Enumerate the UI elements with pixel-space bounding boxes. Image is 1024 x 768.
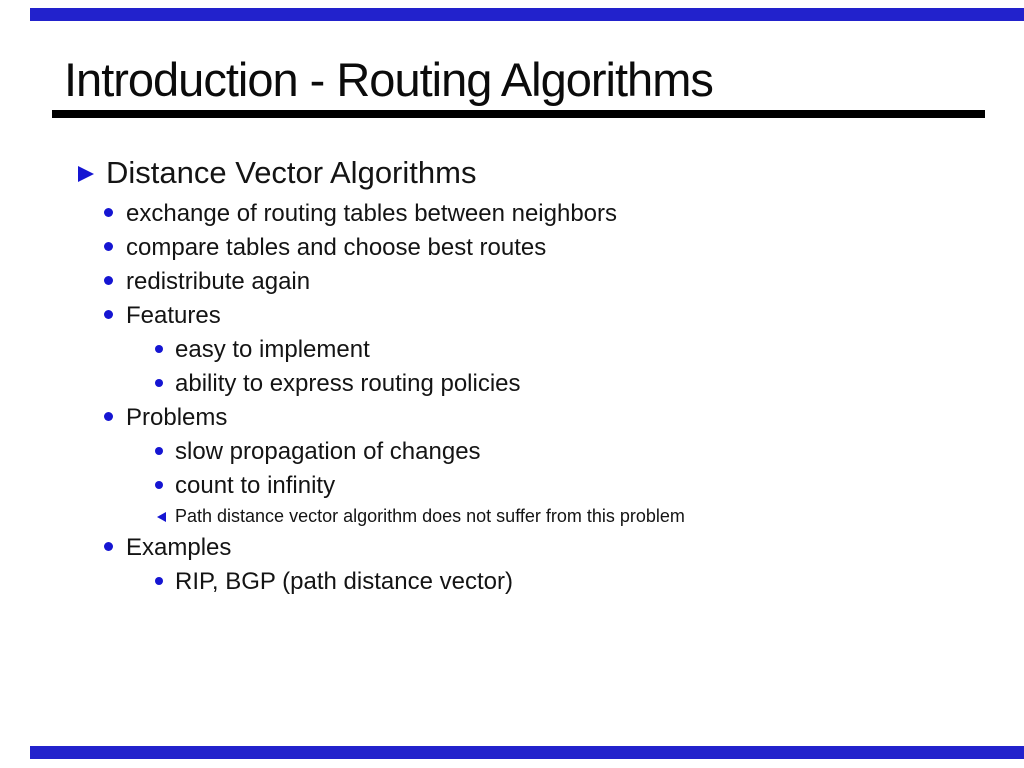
bullet-item-level2 [104,200,617,228]
bullet-item-level4 [157,506,685,527]
bullet-item-text: compare tables and choose best routes [126,234,547,261]
dot-bullet-icon [155,345,163,353]
bullet-item-level3 [155,336,370,364]
bullet-item-level2 [104,302,221,330]
bullet-item-level2 [104,404,227,432]
bullet-item-text: easy to implement [175,336,370,363]
dot-bullet-icon [104,310,113,319]
bullet-item-text: count to infinity [175,472,336,499]
title-underline [52,110,985,118]
bullet-item-text: Path distance vector algorithm does not suffer from this problem [175,506,685,526]
dot-bullet-icon [155,447,163,455]
slide-title: Introduction - Routing Algorithms [64,53,713,106]
bullet-item-level3 [155,568,513,596]
bullet-item-level2 [104,234,546,262]
bullet-item-text: slow propagation of changes [175,438,481,465]
bullet-item-level3 [155,472,335,500]
bullet-item-level1 [78,156,476,190]
bullet-item-level2 [104,268,310,296]
bullet-item-text: RIP, BGP (path distance vector) [175,568,513,595]
bullet-item-text: exchange of routing tables between neighbors [126,200,618,227]
bullet-item-text: Problems [126,404,228,431]
bullet-item-level3 [155,438,481,466]
bullet-item-level2 [104,534,231,562]
triangle-right-bullet-icon [78,166,94,182]
dot-bullet-icon [104,542,113,551]
bottom-accent-bar [30,746,1024,759]
dot-bullet-icon [104,242,113,251]
bullet-item-text: redistribute again [126,268,311,295]
dot-bullet-icon [104,276,113,285]
bullet-item-text: Features [126,302,221,329]
bullet-item-text: Distance Vector Algorithms [106,155,477,190]
dot-bullet-icon [104,208,113,217]
top-accent-bar [30,8,1024,21]
dot-bullet-icon [104,412,113,421]
bullet-item-text: Examples [126,534,232,561]
bullet-item-text: ability to express routing policies [175,370,521,397]
dot-bullet-icon [155,379,163,387]
dot-bullet-icon [155,481,163,489]
dot-bullet-icon [155,577,163,585]
bullet-item-level3 [155,370,521,398]
triangle-left-bullet-icon [157,512,166,522]
